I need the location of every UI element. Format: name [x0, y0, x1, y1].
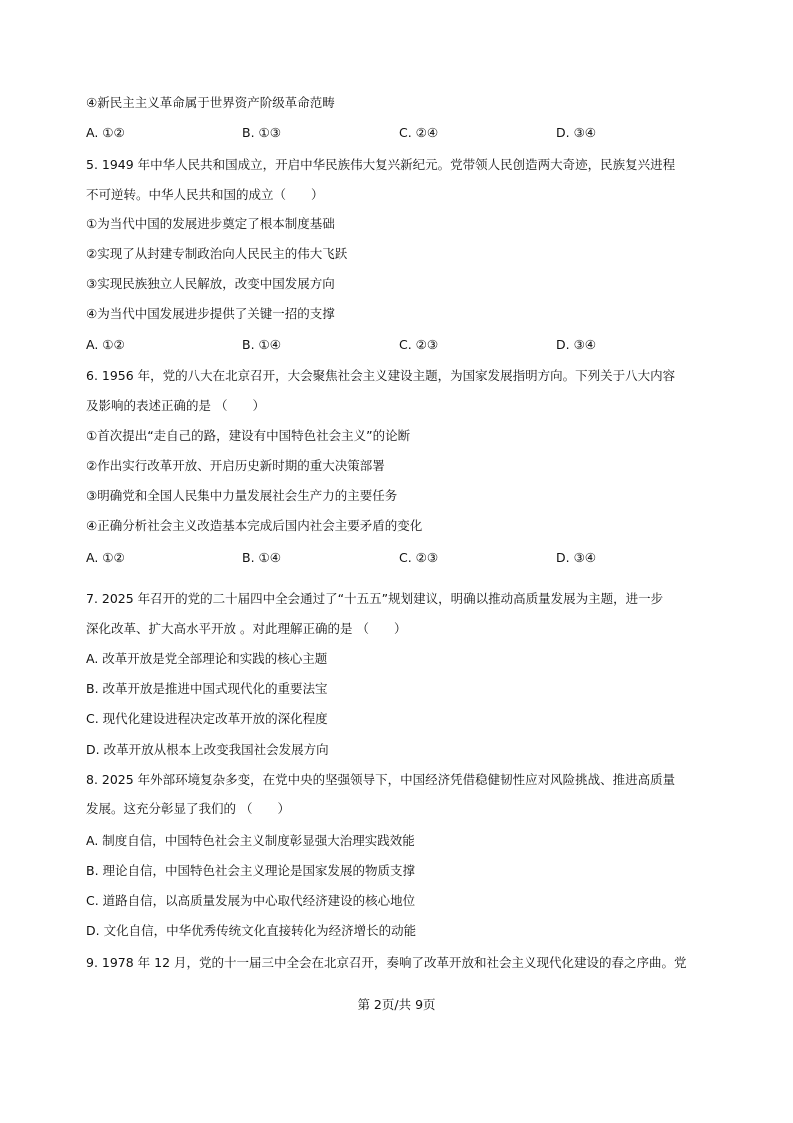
- q5-option-a: A. ①②: [86, 337, 125, 352]
- q7-option-a: A. 改革开放是党全部理论和实践的核心主题: [86, 651, 328, 666]
- q6-option-a: A. ①②: [86, 550, 125, 565]
- q5-stem-line2: 不可逆转。中华人民共和国的成立（ ）: [86, 187, 324, 202]
- q6-option-d: D. ③④: [556, 550, 596, 565]
- page-footer: 第 2页/共 9页: [357, 997, 436, 1012]
- q4-options: [86, 124, 726, 142]
- q4-item-4: ④新民主主义革命属于世界资产阶级革命范畴: [86, 95, 335, 110]
- q7-stem-line1: 7. 2025 年召开的党的二十届四中全会通过了“十五五”规划建议，明确以推动高质量发展为主题，进一步: [86, 591, 664, 606]
- q8-option-a: A. 制度自信，中国特色社会主义制度彰显强大治理实践效能: [86, 833, 415, 848]
- q8-stem-line1: 8. 2025 年外部环境复杂多变，在党中央的坚强领导下，中国经济凭借稳健韧性应对风险挑战、推进高质量: [86, 772, 676, 787]
- q5-item-1: ①为当代中国的发展进步奠定了根本制度基础: [86, 216, 335, 231]
- q8-option-b: B. 理论自信，中国特色社会主义理论是国家发展的物质支撑: [86, 863, 416, 878]
- q7-option-d: D. 改革开放从根本上改变我国社会发展方向: [86, 742, 329, 757]
- q5-stem-line1: 5. 1949 年中华人民共和国成立，开启中华民族伟大复兴新纪元。党带领人民创造两大奇迹，民族复兴进程: [86, 157, 676, 172]
- q5-option-c: C. ②③: [399, 337, 439, 352]
- q8-stem-line2: 发展。这充分彰显了我们的 （ ）: [86, 801, 290, 816]
- q5-option-d: D. ③④: [556, 337, 596, 352]
- q5-option-b: B. ①④: [242, 337, 281, 352]
- q5-options: [86, 336, 726, 354]
- q8-option-d: D. 文化自信，中华优秀传统文化直接转化为经济增长的动能: [86, 923, 417, 938]
- q4-option-a: A. ①②: [86, 125, 125, 140]
- q6-item-1: ①首次提出“走自己的路，建设有中国特色社会主义”的论断: [86, 428, 411, 443]
- q9-stem-line1: 9. 1978 年 12 月，党的十一届三中全会在北京召开，奏响了改革开放和社会主义现代化建设的春之序曲。党: [86, 955, 687, 970]
- q7-stem-line2: 深化改革、扩大高水平开放 。对此理解正确的是 （ ）: [86, 621, 407, 636]
- q6-item-2: ②作出实行改革开放、开启历史新时期的重大决策部署: [86, 458, 385, 473]
- q6-item-3: ③明确党和全国人民集中力量发展社会生产力的主要任务: [86, 488, 398, 503]
- q6-option-b: B. ①④: [242, 550, 281, 565]
- q5-item-3: ③实现民族独立人民解放，改变中国发展方向: [86, 276, 335, 291]
- q6-options: [86, 549, 726, 567]
- q6-stem-line1: 6. 1956 年，党的八大在北京召开，大会聚焦社会主义建设主题，为国家发展指明方向。下列关于八大内容: [86, 368, 676, 383]
- q4-option-b: B. ①③: [242, 125, 281, 140]
- q5-item-2: ②实现了从封建专制政治向人民民主的伟大飞跃: [86, 246, 348, 261]
- q5-item-4: ④为当代中国发展进步提供了关键一招的支撑: [86, 306, 335, 321]
- q4-option-d: D. ③④: [556, 125, 596, 140]
- q8-option-c: C. 道路自信，以高质量发展为中心取代经济建设的核心地位: [86, 893, 416, 908]
- q6-option-c: C. ②③: [399, 550, 439, 565]
- q6-stem-line2: 及影响的表述正确的是 （ ）: [86, 398, 265, 413]
- q7-option-c: C. 现代化建设进程决定改革开放的深化程度: [86, 711, 328, 726]
- q7-option-b: B. 改革开放是推进中国式现代化的重要法宝: [86, 681, 328, 696]
- q6-item-4: ④正确分析社会主义改造基本完成后国内社会主要矛盾的变化: [86, 518, 423, 533]
- q4-option-c: C. ②④: [399, 125, 439, 140]
